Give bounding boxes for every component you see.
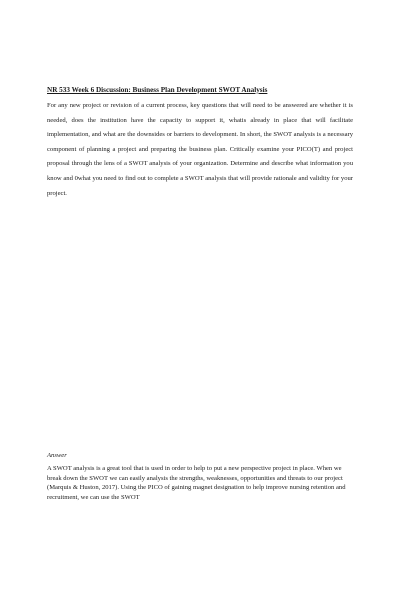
answer-label: Answer bbox=[47, 452, 67, 459]
discussion-prompt: For any new project or revision of a current process, key questions that will need to be answered are whether it is needed, does the institution have the capacity to support it, whatis already in place that will facilitate implementation, and what are the downsides or barriers to development. In short, the SWOT analysis is a necessary component of planning a project and preparing the business plan. Critically examine your PICO(T) and project proposal through the lens of a SWOT analysis of your organization. Determine and describe what information you know and 0what you need to find out to complete a SWOT analysis that will provide rationale and validity for your project. bbox=[47, 102, 353, 197]
document-title: NR 533 Week 6 Discussion: Business Plan Development SWOT Analysis bbox=[47, 86, 268, 94]
answer-text: A SWOT analysis is a great tool that is used in order to help to put a new perspective project in place. When we break down the SWOT we can easily analysis the strengths, weaknesses, opportunities and threats to our project (Marquis & Huston, 2017). Using the PICO of gaining magnet designation to help improve nursing retention and recruitment, we can use the SWOT bbox=[47, 465, 346, 501]
